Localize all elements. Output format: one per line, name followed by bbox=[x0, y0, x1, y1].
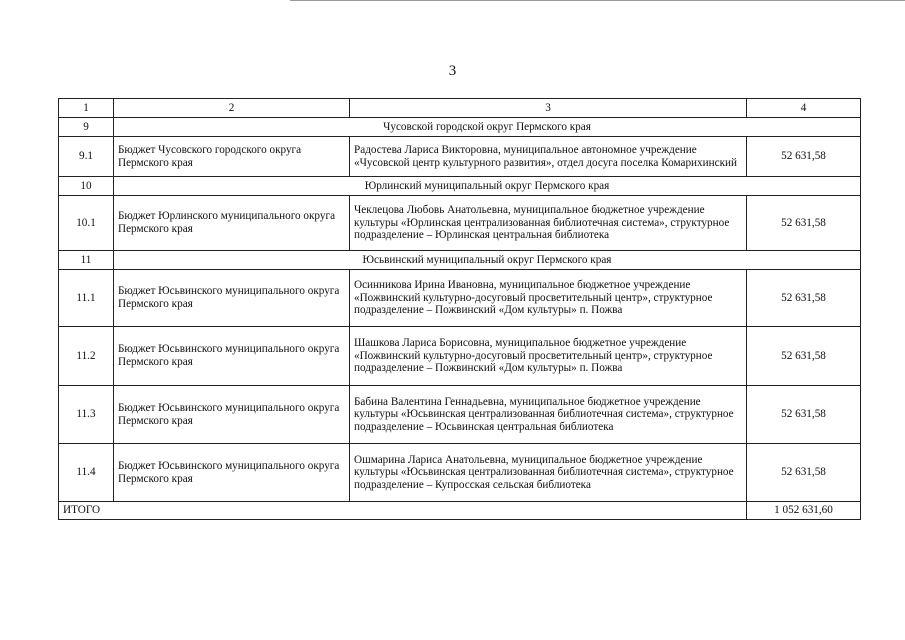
table-row bbox=[59, 270, 861, 327]
budget-cell: Бюджет Юсьвинского муниципального округа Пермского края bbox=[114, 386, 350, 444]
amount-cell: 52 631,58 bbox=[747, 444, 861, 502]
section-number: 10 bbox=[59, 177, 114, 196]
recipient-cell: Осинникова Ирина Ивановна, муниципальное бюджетное учреждение «Пожвинский культурно-досуговый просветительный центр», структурное подразделение – Пожвинский «Дом культуры» п. Пожва bbox=[350, 270, 747, 327]
table-row bbox=[59, 137, 861, 177]
row-number: 9.1 bbox=[59, 137, 114, 177]
section-number: 11 bbox=[59, 251, 114, 270]
row-number: 10.1 bbox=[59, 196, 114, 251]
budget-cell: Бюджет Юрлинского муниципального округа Пермского края bbox=[114, 196, 350, 251]
table-row bbox=[59, 444, 861, 502]
budget-cell: Бюджет Юсьвинского муниципального округа Пермского края bbox=[114, 444, 350, 502]
recipient-cell: Бабина Валентина Геннадьевна, муниципальное бюджетное учреждение культуры «Юсьвинская централизованная библиотечная система», структурное подразделение – Юсьвинская центральная библиотека bbox=[350, 386, 747, 444]
table-row bbox=[59, 386, 861, 444]
amount-cell: 52 631,58 bbox=[747, 270, 861, 327]
recipient-cell: Шашкова Лариса Борисовна, муниципальное бюджетное учреждение «Пожвинский культурно-досуговый просветительный центр», структурное подразделение – Пожвинский «Дом культуры» п. Пожва bbox=[350, 327, 747, 386]
column-number-row bbox=[59, 99, 861, 118]
budget-cell: Бюджет Юсьвинского муниципального округа Пермского края bbox=[114, 270, 350, 327]
amount-cell: 52 631,58 bbox=[747, 196, 861, 251]
table-row bbox=[59, 196, 861, 251]
total-row bbox=[59, 502, 861, 520]
column-number: 4 bbox=[747, 99, 861, 118]
recipient-cell: Радостева Лариса Викторовна, муниципальное автономное учреждение «Чусовской центр культурного развития», отдел досуга поселка Комарихинский bbox=[350, 137, 747, 177]
section-name: Юсьвинский муниципальный округ Пермского края bbox=[114, 251, 861, 270]
section-name: Чусовской городской округ Пермского края bbox=[114, 118, 861, 137]
section-row bbox=[59, 118, 861, 137]
amount-cell: 52 631,58 bbox=[747, 137, 861, 177]
section-row bbox=[59, 177, 861, 196]
total-amount: 1 052 631,60 bbox=[747, 502, 861, 520]
budget-cell: Бюджет Чусовского городского округа Пермского края bbox=[114, 137, 350, 177]
total-label: ИТОГО bbox=[59, 502, 747, 520]
row-number: 11.4 bbox=[59, 444, 114, 502]
amount-cell: 52 631,58 bbox=[747, 327, 861, 386]
recipient-cell: Чеклецова Любовь Анатольевна, муниципальное бюджетное учреждение культуры «Юрлинская централизованная библиотечная система», структурное подразделение – Юрлинская центральная библиотека bbox=[350, 196, 747, 251]
table-row bbox=[59, 327, 861, 386]
section-row bbox=[59, 251, 861, 270]
page-number: 3 bbox=[448, 63, 457, 79]
budget-cell: Бюджет Юсьвинского муниципального округа Пермского края bbox=[114, 327, 350, 386]
row-number: 11.1 bbox=[59, 270, 114, 327]
allocation-table bbox=[58, 98, 861, 520]
column-number: 3 bbox=[350, 99, 747, 118]
top-rule bbox=[290, 0, 905, 1]
column-number: 2 bbox=[114, 99, 350, 118]
amount-cell: 52 631,58 bbox=[747, 386, 861, 444]
recipient-cell: Ошмарина Лариса Анатольевна, муниципальное бюджетное учреждение культуры «Юсьвинская централизованная библиотечная система», структурное подразделение – Купросская сельская библиотека bbox=[350, 444, 747, 502]
row-number: 11.2 bbox=[59, 327, 114, 386]
row-number: 11.3 bbox=[59, 386, 114, 444]
section-number: 9 bbox=[59, 118, 114, 137]
section-name: Юрлинский муниципальный округ Пермского края bbox=[114, 177, 861, 196]
column-number: 1 bbox=[59, 99, 114, 118]
